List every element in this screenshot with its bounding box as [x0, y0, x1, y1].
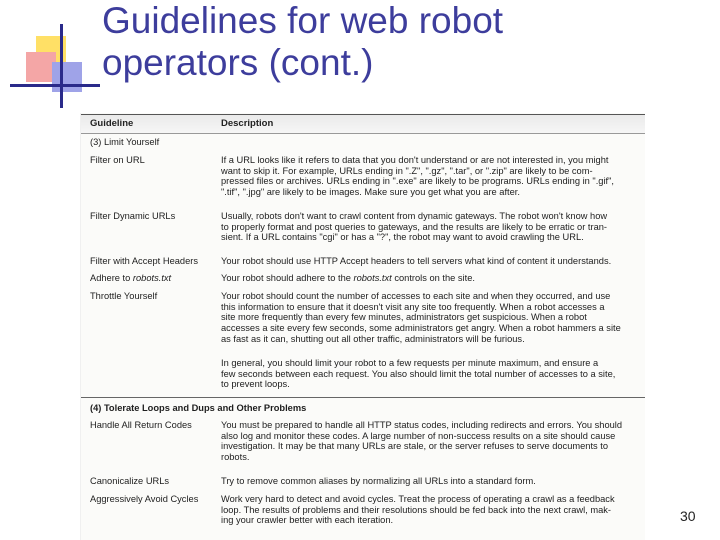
guideline-filter-dynamic: Filter Dynamic URLs	[90, 211, 176, 221]
desc-line: Try to remove common aliases by normalizing all URLs into a standard form.	[221, 476, 536, 486]
desc-avoid-cycles	[221, 494, 639, 526]
desc-line: this information to ensure that it doesn't visit any site too frequently. When a robot accesses a	[221, 301, 605, 312]
desc-line: Your robot should count the number of accesses to each site and when they occurred, and use	[221, 291, 611, 301]
header-description: Description	[221, 118, 274, 129]
logo-vertical-line	[60, 24, 63, 108]
desc-line: If a URL looks like it refers to data that you don't understand or are not interested in, you might	[221, 155, 609, 165]
guideline-adhere-robots	[90, 273, 220, 284]
desc-line: to properly format and post queries to gateways, and the results are likely to be erratic or tran-	[221, 221, 608, 232]
desc-throttle-general	[221, 358, 639, 390]
header-guideline: Guideline	[90, 118, 134, 129]
guideline-adhere-prefix: Adhere to	[90, 273, 133, 283]
slide-logo	[0, 0, 100, 110]
logo-horizontal-line	[10, 84, 100, 87]
desc-canonicalize	[221, 476, 639, 487]
desc-line: robots.	[221, 452, 250, 463]
desc-line: ".tif", ".jpg" are likely to be images. Make sure you get what you are after.	[221, 187, 520, 198]
desc-line: also log and monitor these codes. A large number of non-success results on a site should cause	[221, 430, 616, 441]
guideline-throttle: Throttle Yourself	[90, 291, 158, 301]
desc-line: investigation. It may be that many URLs are stale, or the server refuses to serve documents to	[221, 441, 609, 452]
desc-throttle	[221, 291, 639, 345]
desc-line: ing your crawler better with each iteration.	[221, 515, 394, 526]
guideline-filter-url: Filter on URL	[90, 155, 145, 165]
desc-filter-accept	[221, 256, 639, 267]
table-header-rule	[81, 133, 645, 134]
desc-line: accesses a site every few seconds, some administrators get angry. When a robot hammers a site	[221, 323, 621, 334]
desc-adhere-prefix: Your robot should adhere to the	[221, 273, 354, 283]
guideline-avoid-cycles: Aggressively Avoid Cycles	[90, 494, 199, 504]
slide-title-line-1: Guidelines for web robot	[102, 0, 504, 41]
desc-line: sient. If a URL contains "cgi" or has a "?", the robot may want to avoid crawling the URL.	[221, 232, 584, 243]
guideline-adhere-em: robots.txt	[132, 273, 172, 283]
desc-line: Work very hard to detect and avoid cycles. Treat the process of operating a crawl as a feedback	[221, 494, 615, 504]
desc-adhere-em: robots.txt	[353, 273, 392, 283]
logo-blue-square	[52, 62, 82, 92]
desc-line: as fast as it can, shutting out all other traffic, administrators will be furious.	[221, 333, 525, 344]
desc-handle-codes	[221, 420, 639, 463]
desc-line: to prevent loops.	[221, 379, 290, 390]
desc-filter-dynamic	[221, 211, 639, 243]
desc-line: You must be prepared to handle all HTTP status codes, including redirects and errors. You should	[221, 420, 623, 430]
desc-filter-url	[221, 155, 639, 198]
section-tolerate-loops: (4) Tolerate Loops and Dups and Other Problems	[90, 403, 307, 413]
guideline-canonicalize: Canonicalize URLs	[90, 476, 170, 486]
desc-line: Usually, robots don't want to crawl content from dynamic gateways. The robot won't know how	[221, 211, 608, 221]
desc-line: Your robot should use HTTP Accept headers to tell servers what kind of content it understands.	[221, 256, 612, 266]
section-limit-yourself: (3) Limit Yourself	[90, 137, 160, 147]
guideline-filter-accept: Filter with Accept Headers	[90, 256, 198, 266]
slide-title-line-2: operators (cont.)	[102, 42, 374, 83]
desc-line: site more frequently than every few minutes, administrators get suspicious. When a robot	[221, 312, 587, 323]
slide-title	[102, 0, 662, 84]
desc-line: few seconds between each request. You also should limit the total number of accesses to a site,	[221, 368, 616, 379]
section-separator	[81, 397, 645, 398]
desc-line: loop. The results of problems and their resolutions should be fed back into the next crawl, mak-	[221, 504, 611, 515]
desc-adhere-robots	[221, 273, 639, 284]
guideline-handle-codes: Handle All Return Codes	[90, 420, 192, 430]
desc-adhere-suffix: controls on the site.	[391, 273, 475, 283]
guidelines-table-scan	[80, 113, 645, 540]
page-number: 30	[680, 508, 696, 524]
desc-line: want to skip it. For example, URLs ending in ".Z", ".gz", ".tar", or ".zip" are likely to be com-	[221, 165, 593, 176]
desc-line: pressed files or archives. URLs ending in ".exe" are likely to be programs. URLs ending in ".gif",	[221, 176, 615, 187]
desc-line: In general, you should limit your robot to a few requests per minute maximum, and ensure a	[221, 358, 599, 368]
